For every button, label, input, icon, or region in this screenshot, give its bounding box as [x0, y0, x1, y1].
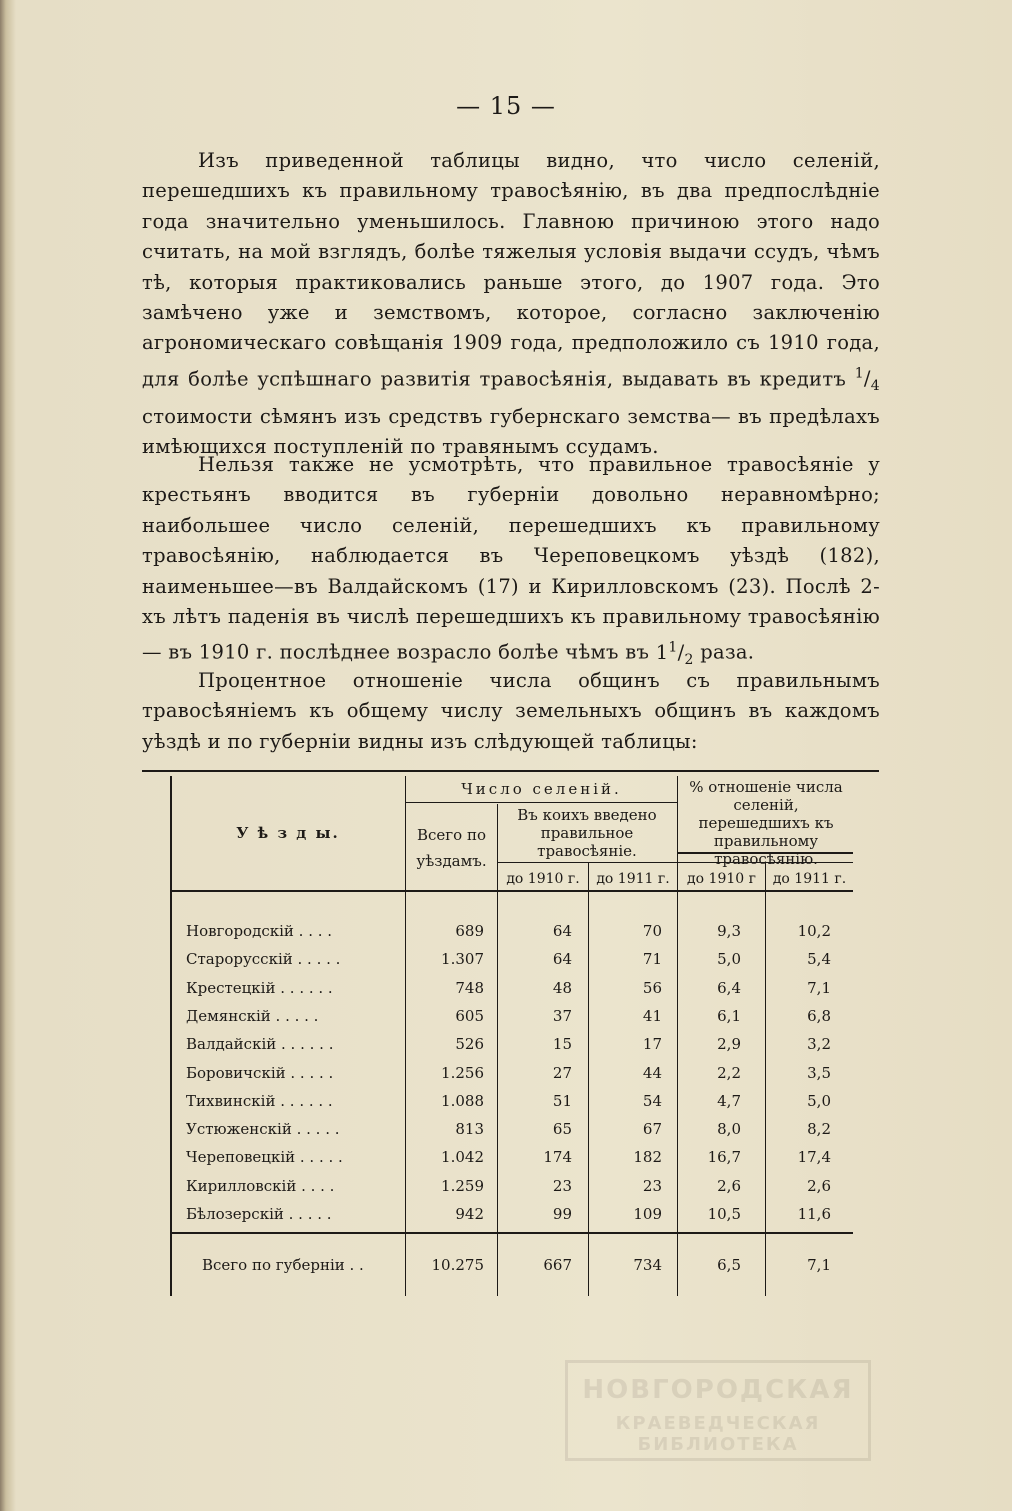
total-count: 1.259 [441, 1176, 484, 1195]
count-1910: 65 [552, 1120, 572, 1139]
page-number: — 15 — [456, 92, 556, 120]
paragraph-1-text: Изъ приведенной таблицы видно, что число селеній, перешедшихъ къ правильному травосѣянію, въ два предпослѣдніе года значительно уменьшилось. Главною причиною этого надо считать, на мой взглядъ, болѣе тяжелыя условія выдачи ссудъ, чѣмъ тѣ, которыя практиковались раньше этого, до 1907 года. Это замѣчено уже и земствомъ, которое, согласно заключенію агрономическаго совѣщанія 1909 года, предположило съ 1910 года, для болѣе успѣшнаго развитія травосѣянія, выдавать въ кредитъ [142, 149, 880, 391]
library-stamp: НОВГОРОДСКАЯ КРАЕВЕДЧЕСКАЯ БИБЛИОТЕКА [565, 1360, 871, 1461]
total-count: 813 [455, 1120, 484, 1139]
header-pct-to-1910: до 1910 г [687, 871, 756, 887]
paragraph-2 [142, 450, 880, 675]
count-1910: 99 [552, 1205, 572, 1223]
pct-1911: 2,6 [807, 1176, 831, 1195]
count-1911: 44 [642, 1063, 662, 1082]
total-count: 1.307 [441, 950, 484, 969]
pct-1910: 6,5 [717, 1256, 741, 1274]
count-1910: 48 [552, 978, 572, 997]
count-1910: 64 [552, 922, 572, 940]
header-count-group: Число селеній. [461, 780, 622, 798]
count-1911: 23 [642, 1176, 662, 1195]
header-percent-group: % отношеніе числа селеній, перешедшихъ къ правильному травосѣянію. [689, 778, 843, 868]
count-1910: 667 [543, 1256, 572, 1274]
count-1910: 23 [552, 1176, 572, 1195]
pct-1910: 2,2 [717, 1063, 741, 1082]
header-uezd: У ѣ з д ы. [236, 824, 340, 842]
count-1911: 71 [642, 950, 662, 969]
pct-1910: 6,1 [717, 1006, 741, 1025]
pct-1911: 11,6 [797, 1205, 831, 1223]
count-1911: 41 [642, 1006, 662, 1025]
pct-1911: 8,2 [807, 1120, 831, 1139]
paragraph-1-tail: стоимости сѣмянъ изъ средствъ губернскаго земства— въ предѣлахъ имѣющихся поступленій по травянымъ ссудамъ. [142, 404, 880, 459]
pct-1910: 2,9 [717, 1035, 741, 1054]
count-1910: 37 [552, 1006, 572, 1025]
paragraph-1 [142, 146, 880, 462]
total-count: 1.042 [441, 1148, 484, 1167]
pct-1911: 3,5 [807, 1063, 831, 1082]
table-left-rule [170, 776, 172, 1296]
rule-above-total [170, 1232, 853, 1234]
count-1910: 51 [552, 1091, 572, 1110]
total-count: 1.088 [441, 1091, 484, 1110]
header-to-1911: до 1911 г. [596, 871, 670, 887]
total-count: 1.256 [441, 1063, 484, 1082]
pct-1911: 17,4 [797, 1148, 831, 1167]
count-1911: 17 [642, 1035, 662, 1054]
rule-under-count-group [406, 802, 677, 803]
statistics-table [142, 770, 879, 1300]
total-count: 689 [455, 922, 484, 940]
count-1911: 54 [642, 1091, 662, 1110]
paragraph-3: Процентное отношеніе числа общинъ съ правильнымъ травосѣяніемъ къ общему числу земельныхъ общинъ въ каждомъ уѣздѣ и по губерніи видны изъ слѣдующей таблицы: [142, 669, 880, 753]
count-1910: 27 [552, 1063, 572, 1082]
total-count: 10.275 [431, 1256, 484, 1274]
paragraph-2-text: Нельзя также не усмотрѣть, что правильное травосѣяніе у крестьянъ вводится въ губерніи довольно неравномѣрно; наибольшее число селеній, перешедшихъ къ правильному травосѣянію, наблюдается въ Череповецкомъ уѣздѣ (182), наименьшее—въ Валдайскомъ (17) и Кирилловскомъ (23). Послѣ 2-хъ лѣтъ паденія въ числѣ перешедшихъ къ правильному травосѣянію— въ 1910 г. послѣднее возрасло болѣе чѣмъ въ [142, 453, 880, 664]
pct-1911: 10,2 [797, 922, 831, 940]
pct-1910: 2,6 [717, 1176, 741, 1195]
uezd-name: Крестецкій . . . . . . [186, 978, 333, 997]
pct-1911: 6,8 [807, 1006, 831, 1025]
uezd-name: Череповецкій . . . . . [186, 1148, 343, 1167]
total-count: 942 [455, 1205, 484, 1223]
pct-1910: 9,3 [717, 922, 741, 940]
uezd-name: Валдайскій . . . . . . [186, 1035, 334, 1054]
count-1910: 64 [552, 950, 572, 969]
pct-1910: 10,5 [707, 1205, 741, 1223]
pct-1911: 5,4 [807, 950, 831, 969]
header-to-1910: до 1910 г. [506, 871, 580, 887]
uezd-name: Старорусскій . . . . . [186, 950, 341, 969]
total-count: 605 [455, 1006, 484, 1025]
fraction-quarter: $^1/_4$ [854, 365, 881, 395]
count-1911: 182 [633, 1148, 662, 1167]
uezd-name: Боровичскій . . . . . [186, 1063, 334, 1082]
pct-1910: 16,7 [707, 1148, 741, 1167]
pct-1911: 7,1 [807, 978, 831, 997]
fraction-one-half: $1^1/_2$ [655, 639, 694, 668]
total-count: 526 [455, 1035, 484, 1054]
pct-1911: 7,1 [807, 1256, 831, 1274]
uezd-name: Тихвинскій . . . . . . [186, 1091, 333, 1110]
uezd-name: Всего по губерніи . . [202, 1256, 364, 1274]
paragraph-2-tail: раза. [700, 640, 755, 664]
count-1910: 15 [552, 1035, 572, 1054]
pct-1910: 6,4 [717, 978, 741, 997]
total-count: 748 [455, 978, 484, 997]
count-1911: 67 [642, 1120, 662, 1139]
uezd-name: Демянскій . . . . . [186, 1006, 319, 1025]
pct-1911: 3,2 [807, 1035, 831, 1054]
header-total: Всего по уѣздамъ. [416, 826, 487, 870]
uezd-name: Бѣлозерскій . . . . . [186, 1205, 332, 1223]
header-introduced: Въ коихъ введено правильное травосѣяніе. [517, 806, 657, 860]
count-1910: 174 [543, 1148, 572, 1167]
uezd-name: Устюженскій . . . . . [186, 1120, 340, 1139]
count-1911: 70 [642, 922, 662, 940]
pct-1910: 8,0 [717, 1120, 741, 1139]
pct-1910: 4,7 [717, 1091, 741, 1110]
uezd-name: Кирилловскій . . . . [186, 1176, 335, 1195]
count-1911: 109 [633, 1205, 662, 1223]
header-pct-to-1911: до 1911 г. [772, 871, 847, 887]
count-1911: 56 [642, 978, 662, 997]
rule-under-header [170, 890, 853, 892]
table-top-rule [142, 770, 879, 772]
uezd-name: Новгородскій . . . . [186, 922, 333, 940]
count-1911: 734 [633, 1256, 662, 1274]
pct-1910: 5,0 [717, 950, 741, 969]
pct-1911: 5,0 [807, 1091, 831, 1110]
